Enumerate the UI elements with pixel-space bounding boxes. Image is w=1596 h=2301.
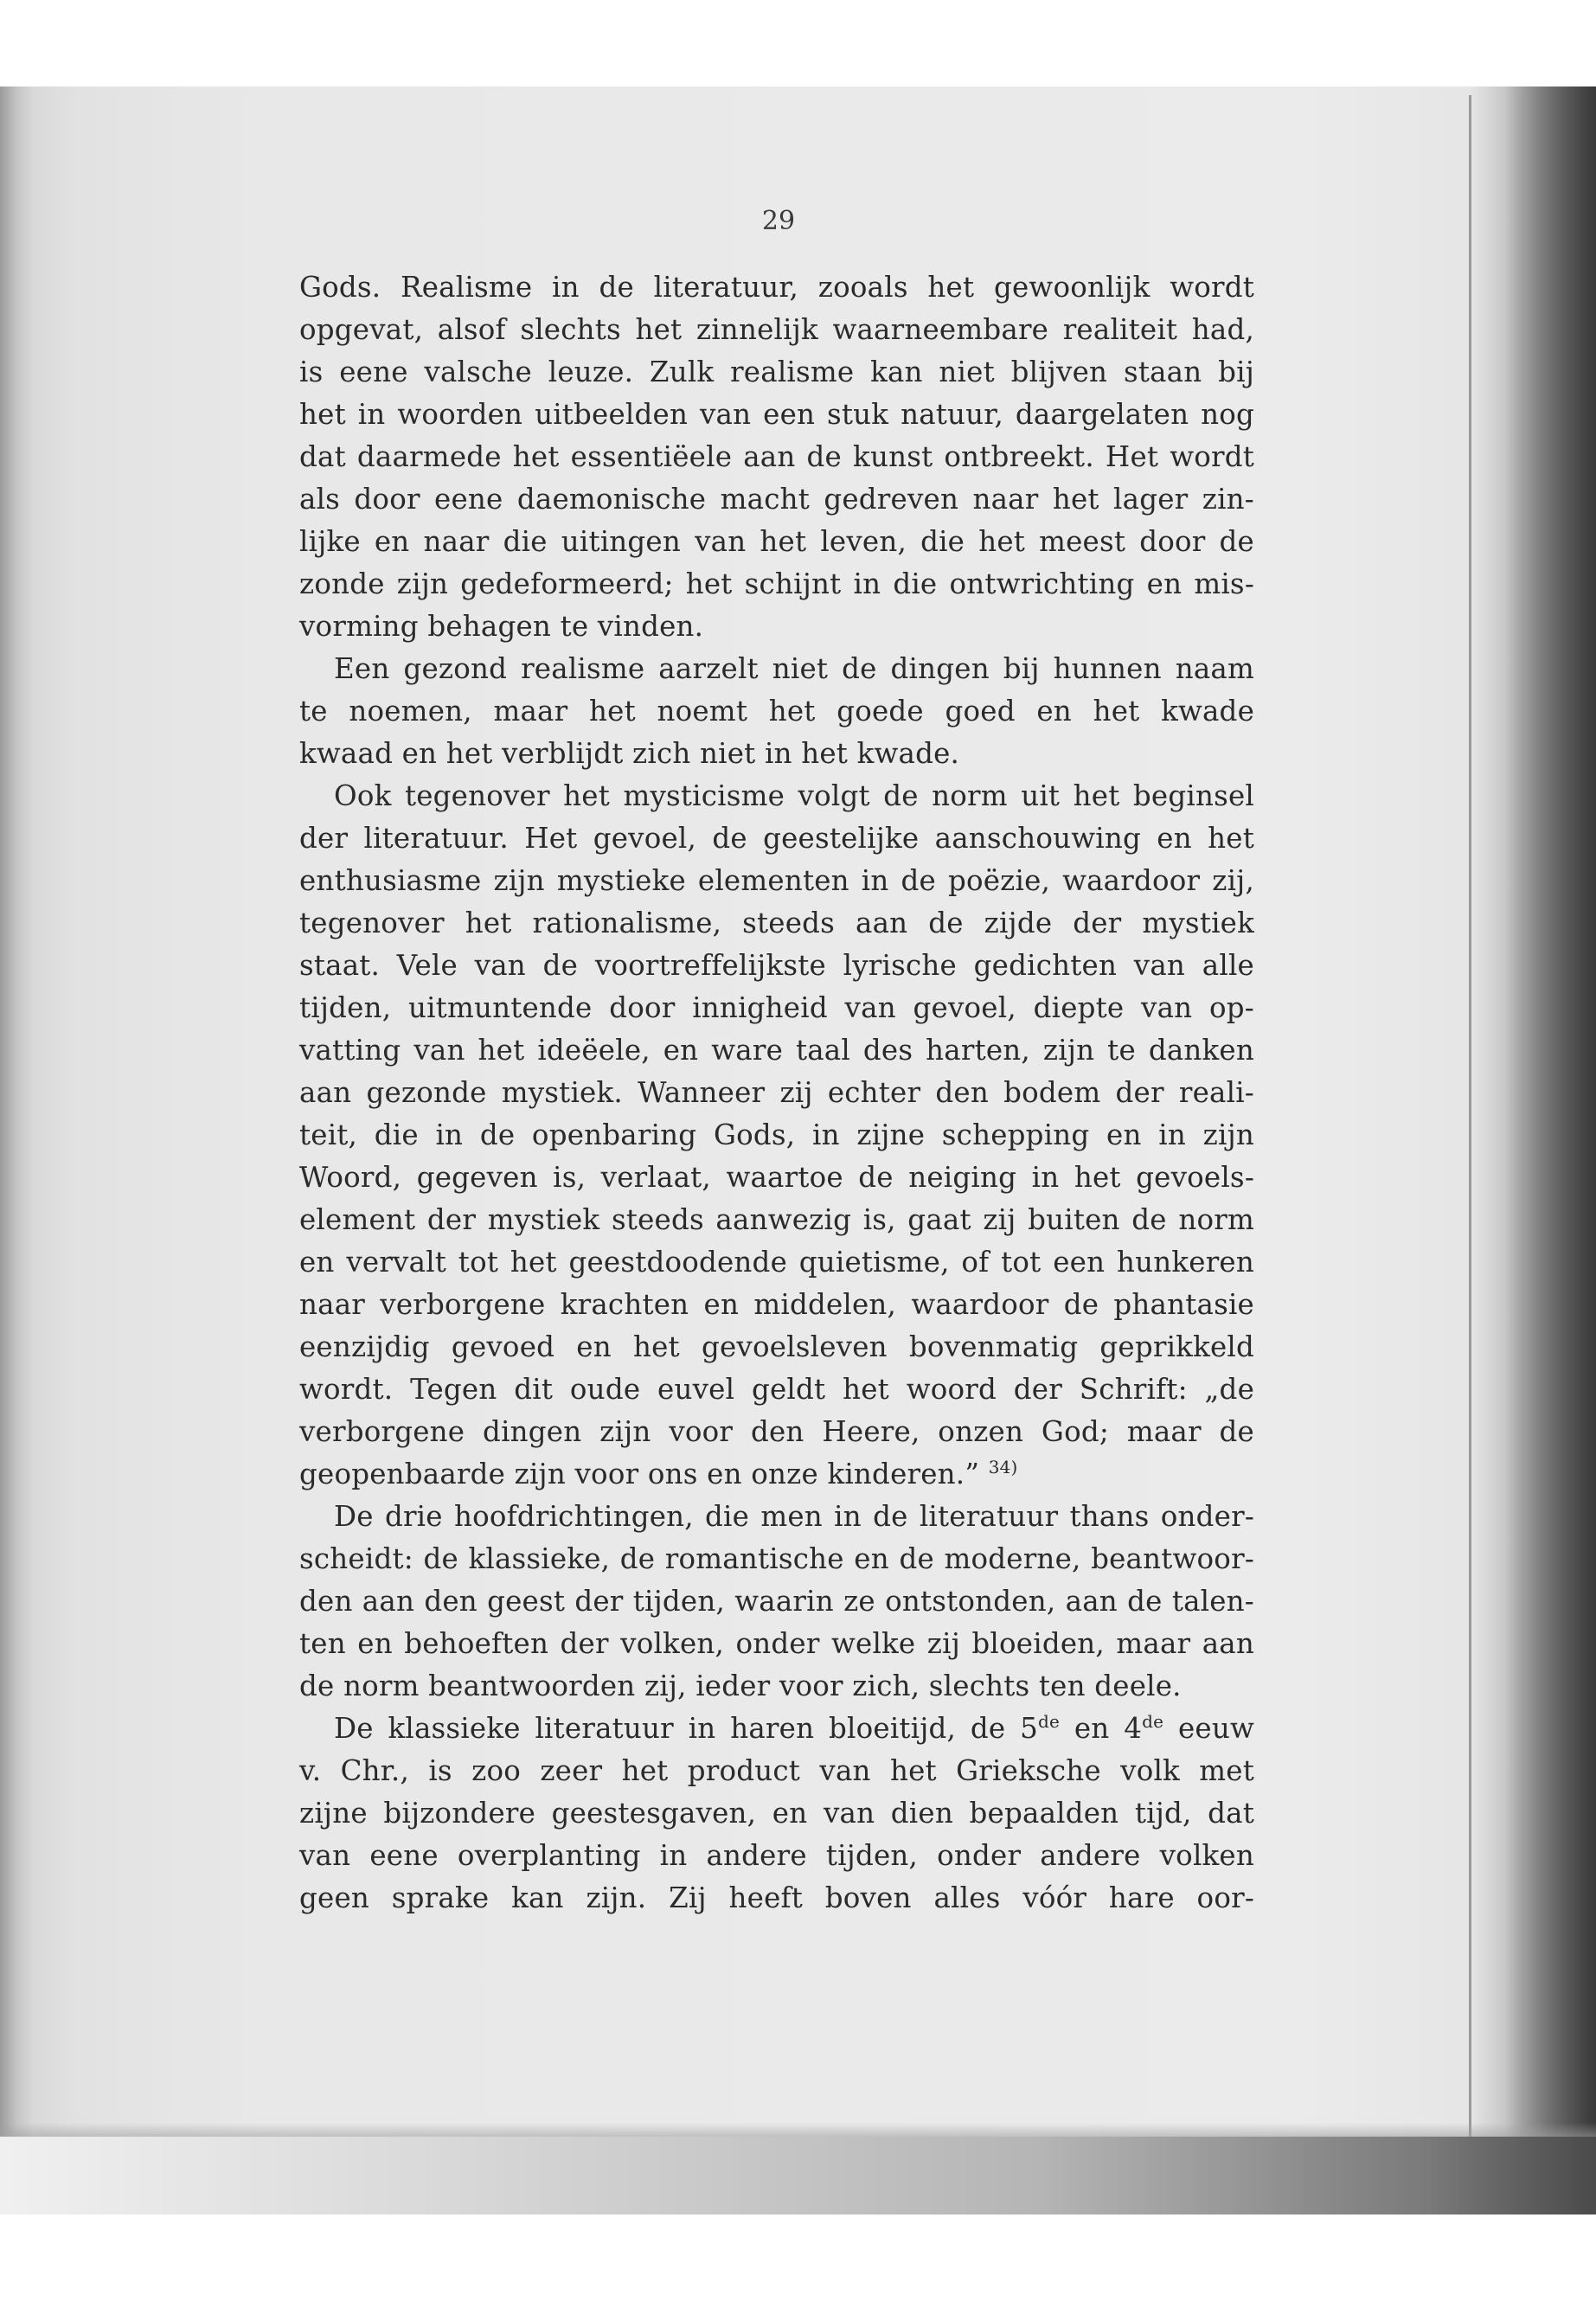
text-line: verborgene dingen zijn voor den Heere, onzen God; maar de <box>299 1415 1254 1448</box>
text-line: vorming behagen te vinden. <box>299 610 704 643</box>
century-and: en <box>1074 1712 1110 1745</box>
text-line: vatting van het ideëele, en ware taal des harten, zijn te danken <box>299 1034 1254 1067</box>
text-line: geopenbaarde zijn voor ons en onze kinderen.” <box>299 1458 980 1490</box>
scan-right-shadow <box>1471 87 1596 2214</box>
text-line: v. Chr., is zoo zeer het product van het Grieksche volk met <box>299 1754 1254 1787</box>
text-line: dat daarmede het essentiëele aan de kunst ontbreekt. Het wordt <box>299 440 1254 473</box>
text-line: kwaad en het verblijdt zich niet in het kwade. <box>299 737 960 770</box>
text-line: staat. Vele van de voortreffelijkste lyrische gedichten van alle <box>299 949 1254 982</box>
text-line: te noemen, maar het noemt het goede goed en het kwade <box>299 695 1254 727</box>
text-line: opgevat, alsof slechts het zinnelijk waarneembare realiteit had, <box>299 313 1254 346</box>
text-line: Een gezond realisme aarzelt niet de dingen bij hunnen naam <box>334 652 1254 685</box>
text-line: aan gezonde mystiek. Wanneer zij echter den bodem der reali- <box>299 1076 1254 1109</box>
text-line: als door eene daemonische macht gedreven naar het lager zin- <box>299 483 1254 516</box>
page-number: 29 <box>761 206 796 236</box>
body-text <box>299 266 1254 1920</box>
text-line: ten en behoeften der volken, onder welke zij bloeiden, maar aan <box>299 1627 1254 1660</box>
text-line: en vervalt tot het geestdoodende quietisme, of tot een hunkeren <box>299 1246 1254 1279</box>
text-line: geen sprake kan zijn. Zij heeft boven alles vóór hare oor- <box>299 1881 1254 1914</box>
text-line-century <box>299 1708 1254 1750</box>
century-num-2: 4 <box>1124 1712 1143 1745</box>
text-line: is eene valsche leuze. Zulk realisme kan niet blijven staan bij <box>299 356 1254 388</box>
text-line: De klassieke literatuur in haren bloeitijd, de <box>334 1712 1006 1745</box>
text-line: de norm beantwoorden zij, ieder voor zich, slechts ten deele. <box>299 1670 1182 1702</box>
century-sup-1: de <box>1038 1711 1061 1732</box>
text-line: het in woorden uitbeelden van een stuk natuur, daargelaten nog <box>299 398 1254 431</box>
text-line: zonde zijn gedeformeerd; het schijnt in die ontwrichting en mis- <box>299 567 1254 600</box>
text-line-with-footnote <box>299 1453 1254 1496</box>
text-line: der literatuur. Het gevoel, de geestelijke aanschouwing en het <box>299 822 1254 855</box>
text-line: element der mystiek steeds aanwezig is, gaat zij buiten de norm <box>299 1203 1254 1236</box>
text-line: tijden, uitmuntende door innigheid van gevoel, diepte van op- <box>299 991 1254 1024</box>
scan-left-shadow <box>0 87 33 2214</box>
text-line: den aan den geest der tijden, waarin ze ontstonden, aan de talen- <box>299 1585 1254 1618</box>
text-line: van eene overplanting in andere tijden, onder andere volken <box>299 1839 1254 1872</box>
footnote-ref: 34) <box>988 1457 1018 1477</box>
text-line: wordt. Tegen dit oude euvel geldt het woord der Schrift: „de <box>299 1373 1254 1406</box>
century-tail: eeuw <box>1177 1712 1254 1745</box>
text-line: De drie hoofdrichtingen, die men in de literatuur thans onder- <box>334 1500 1254 1533</box>
century-num-1: 5 <box>1020 1712 1039 1745</box>
text-line: tegenover het rationalisme, steeds aan de zijde der mystiek <box>299 907 1254 939</box>
text-line: eenzijdig gevoed en het gevoelsleven bovenmatig geprikkeld <box>299 1330 1254 1363</box>
text-line: naar verborgene krachten en middelen, waardoor de phantasie <box>299 1288 1254 1321</box>
text-line: teit, die in de openbaring Gods, in zijne schepping en in zijn <box>299 1118 1254 1151</box>
century-sup-2: de <box>1142 1711 1164 1732</box>
text-line: Woord, gegeven is, verlaat, waartoe de neiging in het gevoels- <box>299 1161 1254 1194</box>
text-line: enthusiasme zijn mystieke elementen in de poëzie, waardoor zij, <box>299 864 1254 897</box>
text-line: lijke en naar die uitingen van het leven, die het meest door de <box>299 525 1254 558</box>
text-line: Gods. Realisme in de literatuur, zooals het gewoonlijk wordt <box>299 271 1254 304</box>
page-edge <box>1469 95 1471 2145</box>
scan-bottom-shadow <box>0 2137 1596 2214</box>
text-line: zijne bijzondere geestesgaven, en van dien bepaalden tijd, dat <box>299 1797 1254 1830</box>
text-line: scheidt: de klassieke, de romantische en de moderne, beantwoor- <box>299 1542 1254 1575</box>
text-line: Ook tegenover het mysticisme volgt de norm uit het beginsel <box>334 779 1254 812</box>
